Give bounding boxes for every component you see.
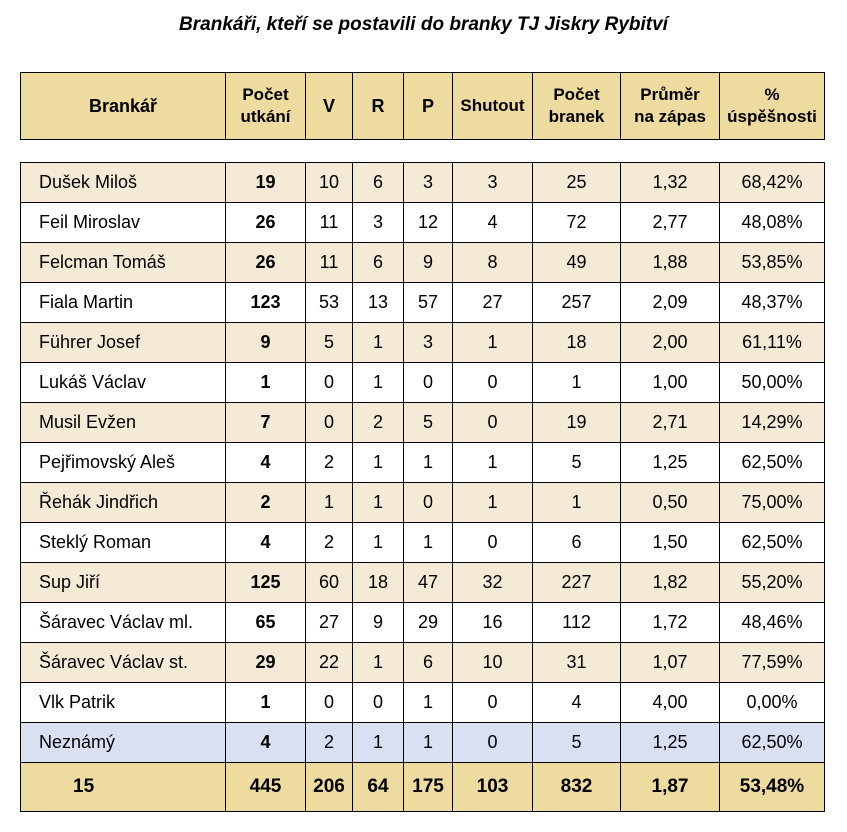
goalkeeper-name: Pejřimovský Aleš (21, 443, 226, 483)
table-row (21, 483, 825, 523)
goals-cell: 227 (533, 563, 621, 603)
success-rate-cell: 55,20% (720, 563, 825, 603)
total-shutouts: 103 (453, 763, 533, 812)
draws-cell: 1 (353, 483, 404, 523)
average-cell: 1,72 (621, 603, 720, 643)
losses-cell: 12 (404, 203, 453, 243)
goals-cell: 1 (533, 483, 621, 523)
wins-cell: 0 (306, 683, 353, 723)
success-rate-cell: 77,59% (720, 643, 825, 683)
header-shutout: Shutout (453, 73, 533, 140)
total-wins: 206 (306, 763, 353, 812)
success-rate-cell: 48,46% (720, 603, 825, 643)
wins-cell: 27 (306, 603, 353, 643)
header-losses: P (404, 73, 453, 140)
losses-cell: 0 (404, 363, 453, 403)
goalkeeper-name: Lukáš Václav (21, 363, 226, 403)
wins-cell: 0 (306, 363, 353, 403)
success-rate-cell: 62,50% (720, 443, 825, 483)
table-row (21, 523, 825, 563)
goalkeeper-name: Musil Evžen (21, 403, 226, 443)
draws-cell: 1 (353, 363, 404, 403)
wins-cell: 10 (306, 163, 353, 203)
success-rate-cell: 75,00% (720, 483, 825, 523)
average-cell: 1,32 (621, 163, 720, 203)
draws-cell: 6 (353, 163, 404, 203)
table-row (21, 203, 825, 243)
goals-cell: 5 (533, 723, 621, 763)
goalkeeper-name: Sup Jiří (21, 563, 226, 603)
shutouts-cell: 0 (453, 403, 533, 443)
total-goalkeeper-count: 15 (21, 763, 226, 812)
header-draws: R (353, 73, 404, 140)
matches-cell: 123 (226, 283, 306, 323)
shutouts-cell: 1 (453, 483, 533, 523)
goalkeeper-name: Řehák Jindřich (21, 483, 226, 523)
average-cell: 0,50 (621, 483, 720, 523)
draws-cell: 2 (353, 403, 404, 443)
losses-cell: 3 (404, 323, 453, 363)
goalkeeper-name: Steklý Roman (21, 523, 226, 563)
losses-cell: 5 (404, 403, 453, 443)
table-title: Brankáři, kteří se postavili do branky TJ Jiskry Rybitví (179, 14, 668, 35)
shutouts-cell: 10 (453, 643, 533, 683)
header-row (21, 73, 825, 140)
wins-cell: 5 (306, 323, 353, 363)
matches-cell: 26 (226, 203, 306, 243)
shutouts-cell: 1 (453, 443, 533, 483)
success-rate-cell: 14,29% (720, 403, 825, 443)
wins-cell: 11 (306, 203, 353, 243)
total-average: 1,87 (621, 763, 720, 812)
goalkeeper-name: Neznámý (21, 723, 226, 763)
draws-cell: 0 (353, 683, 404, 723)
average-cell: 2,71 (621, 403, 720, 443)
goalkeeper-name: Fiala Martin (21, 283, 226, 323)
losses-cell: 3 (404, 163, 453, 203)
success-rate-cell: 68,42% (720, 163, 825, 203)
draws-cell: 3 (353, 203, 404, 243)
table-row (21, 443, 825, 483)
matches-cell: 2 (226, 483, 306, 523)
draws-cell: 1 (353, 323, 404, 363)
total-goals: 832 (533, 763, 621, 812)
average-cell: 1,82 (621, 563, 720, 603)
goals-cell: 5 (533, 443, 621, 483)
goalkeeper-name: Führer Josef (21, 323, 226, 363)
goalkeeper-name: Felcman Tomáš (21, 243, 226, 283)
total-losses: 175 (404, 763, 453, 812)
draws-cell: 1 (353, 443, 404, 483)
header-wins: V (306, 73, 353, 140)
average-cell: 1,00 (621, 363, 720, 403)
shutouts-cell: 16 (453, 603, 533, 643)
success-rate-cell: 61,11% (720, 323, 825, 363)
goals-cell: 257 (533, 283, 621, 323)
table-row (21, 243, 825, 283)
wins-cell: 0 (306, 403, 353, 443)
goals-cell: 25 (533, 163, 621, 203)
header-success-rate: % úspěšnosti (720, 73, 825, 140)
shutouts-cell: 0 (453, 683, 533, 723)
goalkeeper-name: Dušek Miloš (21, 163, 226, 203)
goals-cell: 6 (533, 523, 621, 563)
total-success-rate: 53,48% (720, 763, 825, 812)
shutouts-cell: 8 (453, 243, 533, 283)
success-rate-cell: 62,50% (720, 523, 825, 563)
losses-cell: 1 (404, 523, 453, 563)
table-row (21, 643, 825, 683)
header-table (20, 72, 825, 140)
goals-cell: 31 (533, 643, 621, 683)
matches-cell: 19 (226, 163, 306, 203)
shutouts-cell: 0 (453, 723, 533, 763)
draws-cell: 1 (353, 643, 404, 683)
matches-cell: 65 (226, 603, 306, 643)
draws-cell: 13 (353, 283, 404, 323)
header-matches: Počet utkání (226, 73, 306, 140)
goalkeeper-name: Vlk Patrik (21, 683, 226, 723)
shutouts-cell: 3 (453, 163, 533, 203)
wins-cell: 1 (306, 483, 353, 523)
wins-cell: 11 (306, 243, 353, 283)
wins-cell: 22 (306, 643, 353, 683)
average-cell: 1,88 (621, 243, 720, 283)
success-rate-cell: 0,00% (720, 683, 825, 723)
matches-cell: 4 (226, 443, 306, 483)
shutouts-cell: 4 (453, 203, 533, 243)
draws-cell: 1 (353, 723, 404, 763)
matches-cell: 26 (226, 243, 306, 283)
matches-cell: 1 (226, 363, 306, 403)
table-row (21, 283, 825, 323)
goals-cell: 4 (533, 683, 621, 723)
draws-cell: 1 (353, 523, 404, 563)
average-cell: 1,25 (621, 723, 720, 763)
average-cell: 4,00 (621, 683, 720, 723)
totals-table (20, 762, 825, 812)
goals-cell: 1 (533, 363, 621, 403)
shutouts-cell: 27 (453, 283, 533, 323)
success-rate-cell: 48,37% (720, 283, 825, 323)
draws-cell: 6 (353, 243, 404, 283)
goalkeeper-name: Šáravec Václav st. (21, 643, 226, 683)
losses-cell: 1 (404, 723, 453, 763)
goals-cell: 18 (533, 323, 621, 363)
losses-cell: 9 (404, 243, 453, 283)
losses-cell: 1 (404, 683, 453, 723)
matches-cell: 7 (226, 403, 306, 443)
table-row (21, 683, 825, 723)
table-row (21, 403, 825, 443)
total-draws: 64 (353, 763, 404, 812)
goalkeepers-table (20, 162, 825, 763)
total-matches: 445 (226, 763, 306, 812)
losses-cell: 29 (404, 603, 453, 643)
shutouts-cell: 0 (453, 523, 533, 563)
losses-cell: 6 (404, 643, 453, 683)
table-row (21, 563, 825, 603)
success-rate-cell: 50,00% (720, 363, 825, 403)
goals-cell: 19 (533, 403, 621, 443)
table-row (21, 323, 825, 363)
header-goals: Počet branek (533, 73, 621, 140)
table-row (21, 603, 825, 643)
header-average: Průměr na zápas (621, 73, 720, 140)
wins-cell: 2 (306, 523, 353, 563)
wins-cell: 2 (306, 723, 353, 763)
shutouts-cell: 0 (453, 363, 533, 403)
matches-cell: 29 (226, 643, 306, 683)
wins-cell: 2 (306, 443, 353, 483)
average-cell: 1,50 (621, 523, 720, 563)
goalkeeper-name: Šáravec Václav ml. (21, 603, 226, 643)
average-cell: 2,09 (621, 283, 720, 323)
losses-cell: 1 (404, 443, 453, 483)
table-row (21, 363, 825, 403)
goalkeeper-name: Feil Miroslav (21, 203, 226, 243)
losses-cell: 47 (404, 563, 453, 603)
goals-cell: 72 (533, 203, 621, 243)
totals-row (21, 763, 825, 812)
draws-cell: 9 (353, 603, 404, 643)
matches-cell: 4 (226, 723, 306, 763)
header-goalkeeper: Brankář (21, 73, 226, 140)
goals-cell: 112 (533, 603, 621, 643)
draws-cell: 18 (353, 563, 404, 603)
success-rate-cell: 53,85% (720, 243, 825, 283)
goals-cell: 49 (533, 243, 621, 283)
matches-cell: 1 (226, 683, 306, 723)
matches-cell: 4 (226, 523, 306, 563)
losses-cell: 0 (404, 483, 453, 523)
success-rate-cell: 62,50% (720, 723, 825, 763)
success-rate-cell: 48,08% (720, 203, 825, 243)
shutouts-cell: 1 (453, 323, 533, 363)
shutouts-cell: 32 (453, 563, 533, 603)
losses-cell: 57 (404, 283, 453, 323)
matches-cell: 9 (226, 323, 306, 363)
average-cell: 2,77 (621, 203, 720, 243)
average-cell: 2,00 (621, 323, 720, 363)
wins-cell: 60 (306, 563, 353, 603)
table-row (21, 723, 825, 763)
table-row (21, 163, 825, 203)
matches-cell: 125 (226, 563, 306, 603)
average-cell: 1,25 (621, 443, 720, 483)
average-cell: 1,07 (621, 643, 720, 683)
wins-cell: 53 (306, 283, 353, 323)
